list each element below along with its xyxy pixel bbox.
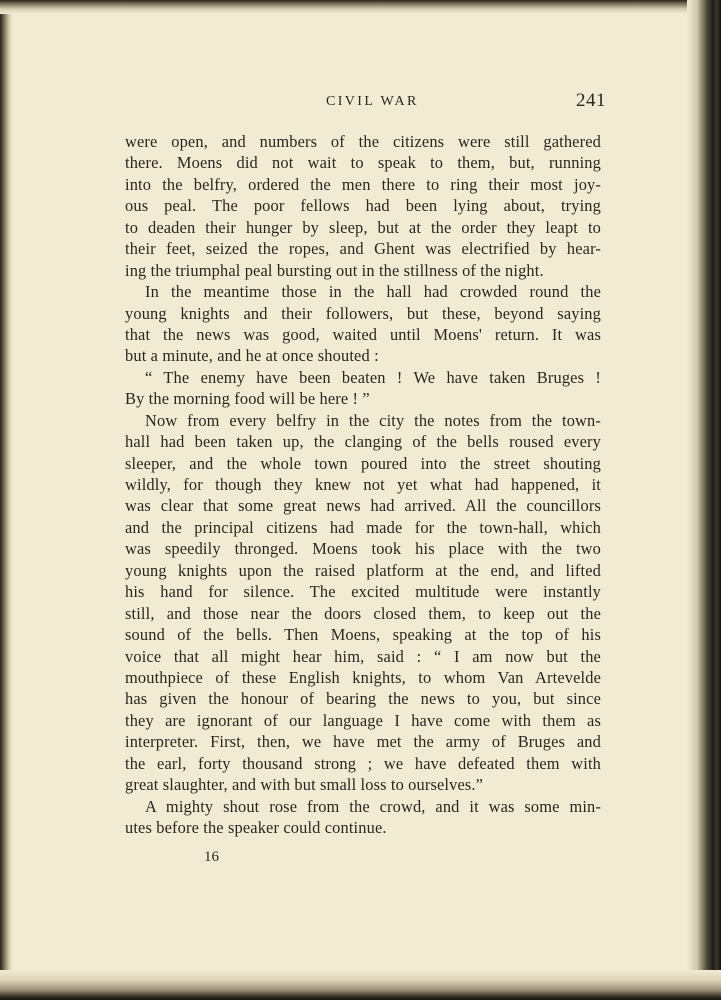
body-text (125, 131, 601, 838)
text-line: into the belfry, ordered the men there to ring their most joy- (125, 174, 601, 194)
text-line: ous peal. The poor fellows had been lying about, trying (125, 196, 601, 216)
text-line: still, and those near the doors closed them, to keep out the (125, 603, 601, 623)
running-title: CIVIL WAR (326, 94, 419, 109)
bottom-edge-shadow (0, 970, 721, 1000)
text-line: were open, and numbers of the citizens were still gathered (125, 132, 601, 151)
text-line: their feet, seized the ropes, and Ghent was electrified by hear- (125, 239, 601, 259)
right-edge-shadow (687, 0, 721, 1000)
text-line: Now from every belfry in the city the notes from the town- (145, 410, 601, 430)
text-line: wildly, for though they knew not yet what had happened, it (125, 475, 601, 494)
text-line: interpreter. First, then, we have met the army of Bruges and (125, 732, 601, 752)
text-line: his hand for silence. The excited multitude were instantly (125, 582, 601, 602)
text-line: sleeper, and the whole town poured into the street shouting (125, 453, 601, 473)
text-line: there. Moens did not wait to speak to them, but, running (125, 153, 601, 173)
top-edge-shadow (0, 0, 721, 14)
text-line: was clear that some great news had arrived. All the councillors (125, 496, 601, 516)
text-line: that the news was good, waited until Moens' return. It was (125, 324, 601, 344)
text-line: voice that all might hear him, said : “ I am now but the (125, 646, 601, 666)
text-line: sound of the bells. Then Moens, speaking at the top of his (125, 625, 601, 645)
text-line: ing the triumphal peal bursting out in the stillness of the night. (125, 260, 544, 280)
text-line: In the meantime those in the hall had crowded round the (145, 282, 601, 302)
text-line: utes before the speaker could continue. (125, 818, 387, 837)
text-line: By the morning food will be here ! ” (125, 389, 370, 409)
text-line: young knights and their followers, but these, beyond saying (125, 303, 601, 323)
text-line: and the principal citizens had made for the town-hall, which (125, 517, 601, 537)
text-line: was speedily thronged. Moens took his place with the two (125, 539, 601, 559)
page-binding-shadow (0, 0, 12, 1000)
text-line: great slaughter, and with but small loss to ourselves.” (125, 775, 484, 795)
text-line: A mighty shout rose from the crowd, and it was some min- (145, 796, 601, 816)
text-line: the earl, forty thousand strong ; we have defeated them with (125, 753, 601, 773)
text-line: hall had been taken up, the clanging of the bells roused every (125, 432, 601, 452)
text-line: to deaden their hunger by sleep, but at the order they leapt to (125, 217, 601, 237)
text-line: “ The enemy have been beaten ! We have taken Bruges ! (145, 367, 601, 387)
text-line: they are ignorant of our language I have come with them as (125, 710, 601, 730)
text-line: mouthpiece of these English knights, to whom Van Artevelde (125, 667, 601, 687)
signature-mark: 16 (204, 849, 219, 865)
page-number: 241 (576, 90, 606, 111)
text-line: has given the honour of bearing the news to you, but since (125, 689, 601, 709)
text-line: but a minute, and he at once shouted : (125, 346, 379, 366)
text-line: young knights upon the raised platform at the end, and lifted (125, 560, 601, 580)
